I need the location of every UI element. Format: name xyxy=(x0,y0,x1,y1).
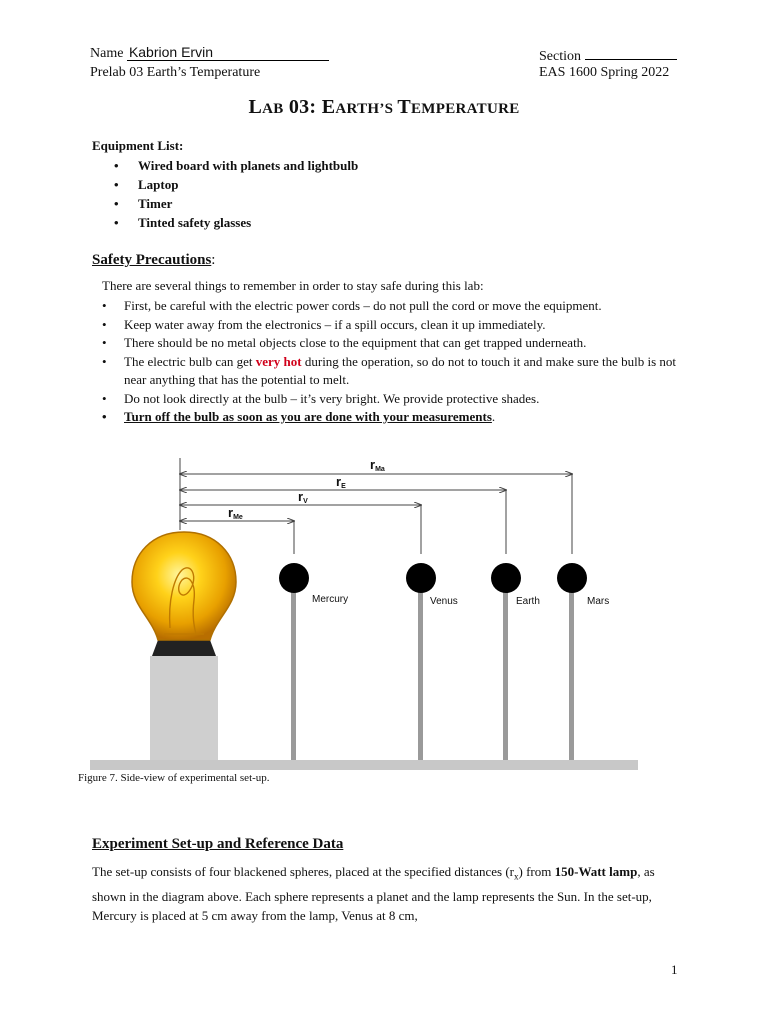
course-label: EAS 1600 Spring 2022 xyxy=(539,65,670,80)
safety-heading-colon: : xyxy=(211,252,216,268)
planet-label-venus: Venus xyxy=(430,596,458,607)
planet-label-mars: Mars xyxy=(587,596,610,607)
list-item: • There should be no metal objects close to the equipment that can get trapped underneath. xyxy=(124,334,684,353)
experiment-heading: Experiment Set-up and Reference Data xyxy=(92,836,344,852)
experiment-paragraph xyxy=(92,862,682,925)
list-item xyxy=(124,353,684,390)
distance-labels xyxy=(228,457,385,521)
floor-board xyxy=(90,760,638,770)
bulb-socket xyxy=(152,640,216,656)
prelab-title: Prelab 03 Earth’s Temperature xyxy=(90,65,261,80)
title-part: ARTH’S xyxy=(335,101,398,117)
section-label: Section xyxy=(539,49,581,64)
exp-text: ) from xyxy=(518,864,555,879)
title-part: AB xyxy=(262,101,284,117)
lamp-wattage: 150-Watt lamp xyxy=(554,864,638,879)
safety-list xyxy=(100,297,684,427)
name-field xyxy=(90,44,329,62)
earth-sphere xyxy=(491,563,521,593)
mercury-sphere xyxy=(279,563,309,593)
list-item: • Laptop xyxy=(138,175,538,194)
label-r-e: rE xyxy=(336,474,346,490)
venus-sphere xyxy=(406,563,436,593)
list-item: • Keep water away from the electronics – if a spill occurs, clean it up immediately. xyxy=(124,316,684,335)
page-number: 1 xyxy=(671,962,678,977)
rod-mercury xyxy=(291,588,296,760)
name-value[interactable]: Kabrion Ervin xyxy=(127,44,329,61)
label-r-v: rV xyxy=(298,489,308,505)
section-field xyxy=(539,47,677,65)
title-part: E xyxy=(321,96,336,118)
hot-pre: The electric bulb can get xyxy=(124,353,256,369)
setup-diagram xyxy=(70,450,650,770)
list-item: • Wired board with planets and lightbulb xyxy=(138,156,538,175)
list-item: • First, be careful with the electric power cords – do not pull the cord or move the equipment. xyxy=(124,297,684,316)
list-item xyxy=(124,408,684,427)
page-title xyxy=(0,96,768,119)
label-r-me: rMe xyxy=(228,505,243,521)
safety-intro: There are several things to remember in order to stay safe during this lab: xyxy=(102,278,484,293)
lamp-pedestal xyxy=(150,656,218,760)
equipment-heading: Equipment List: xyxy=(92,138,184,153)
title-part: EMPERATURE xyxy=(410,101,520,117)
rod-earth xyxy=(503,588,508,760)
turn-off-warning: Turn off the bulb as soon as you are done with your measurements xyxy=(124,409,492,424)
list-item: • Timer xyxy=(138,194,538,213)
very-hot-warning: very hot xyxy=(255,353,302,369)
planet-label-mercury: Mercury xyxy=(312,594,349,605)
planet-label-earth: Earth xyxy=(516,596,540,607)
title-part: L xyxy=(248,96,263,118)
exp-text: , as shown in the diagram above. Each sphere represents a planet and the lamp represents the Sun. In the set-up, Mercury is placed at 5 cm away from the lamp, Venus at 8 cm, xyxy=(92,864,655,923)
exp-text: The set-up consists of four blackened spheres, placed at the specified distances (r xyxy=(92,864,514,879)
title-part: 03: xyxy=(283,96,322,118)
list-item: • Do not look directly at the bulb – it’s very bright. We provide protective shades. xyxy=(124,390,684,409)
equipment-list xyxy=(92,156,538,232)
figure-caption: Figure 7. Side-view of experimental set-up. xyxy=(78,772,270,784)
section-blank[interactable] xyxy=(585,47,677,60)
exp-sub: x xyxy=(514,871,519,882)
planet-spheres xyxy=(279,563,587,593)
hot-post: during the operation, so do not to touch it and make sure the bulb is not near anything that has the potential to melt. xyxy=(124,353,677,387)
list-item: • Tinted safety glasses xyxy=(138,213,538,232)
turn-off-end: . xyxy=(491,409,496,424)
name-label: Name xyxy=(90,46,124,61)
label-r-ma: rMa xyxy=(370,457,385,473)
rod-mars xyxy=(569,588,574,760)
safety-heading xyxy=(92,252,215,269)
safety-heading-text: Safety Precautions xyxy=(92,252,212,268)
planet-rods xyxy=(291,588,574,760)
planet-labels xyxy=(312,594,609,607)
rod-venus xyxy=(418,588,423,760)
lightbulb-icon xyxy=(132,532,236,640)
mars-sphere xyxy=(557,563,587,593)
title-part: T xyxy=(397,96,411,118)
